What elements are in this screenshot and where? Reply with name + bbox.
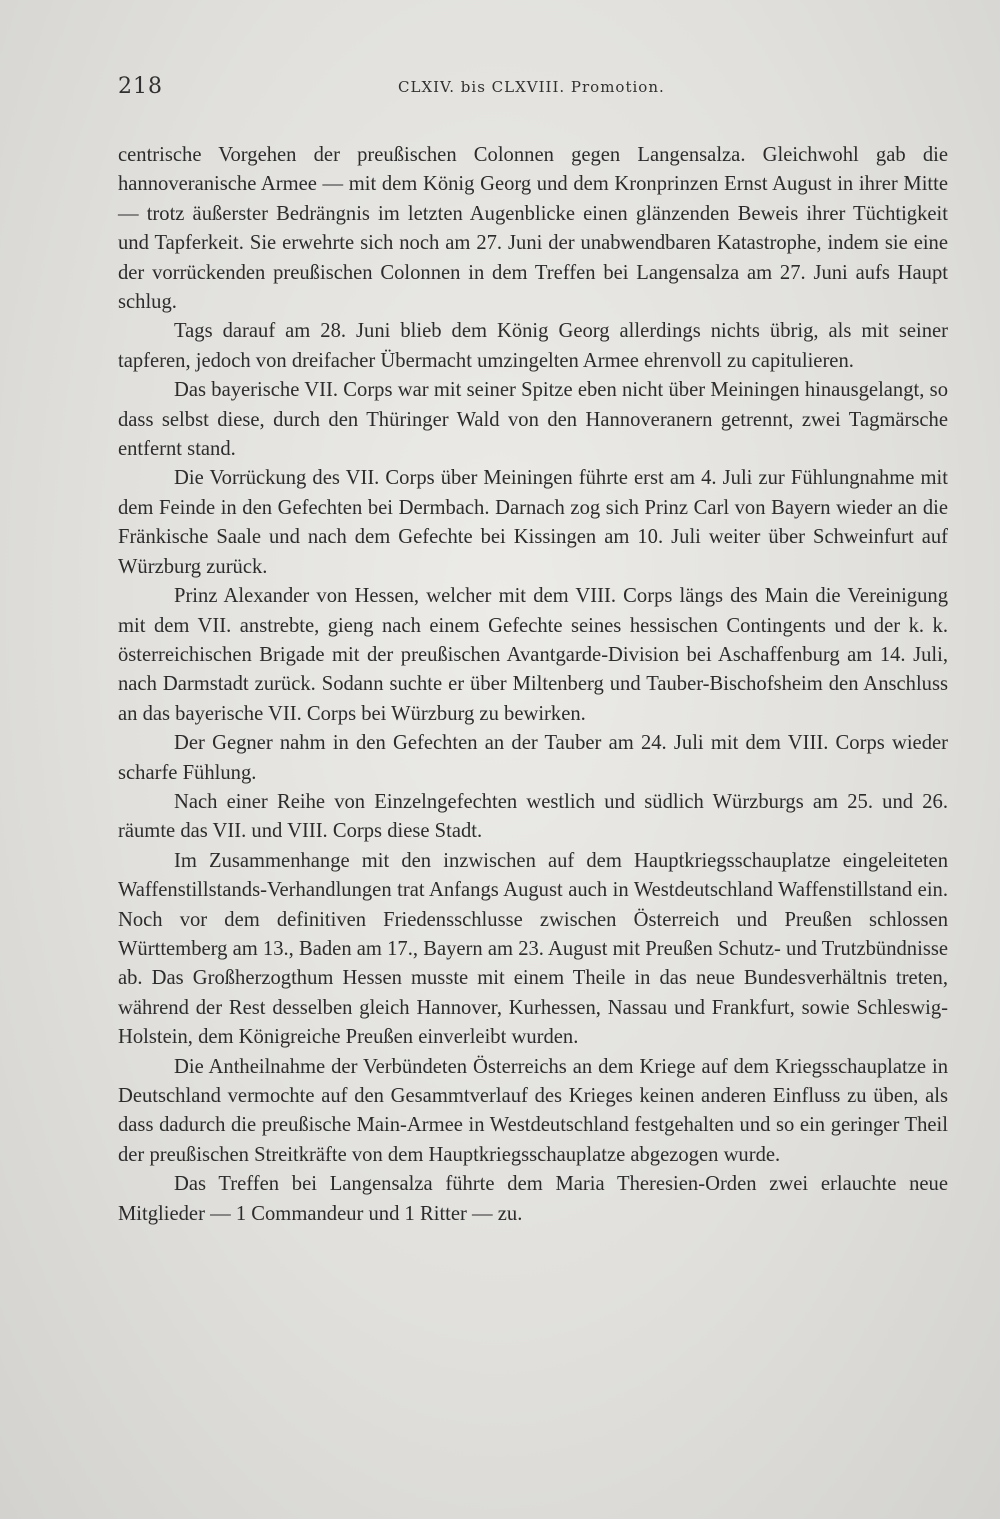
page-header	[118, 74, 938, 106]
paragraph-9: Die Antheilnahme der Verbündeten Österreichs an dem Kriege auf dem Kriegsschauplatze in Deutschland vermochte auf den Gesammtverlauf des Krieges keinen anderen Einfluss zu üben, als dass dadurch die preußische Main-Armee in Westdeutschland festgehalten und so ein geringer Theil der preußischen Streitkräfte von dem Hauptkriegsschauplatze abgezogen wurde.	[118, 1055, 948, 1166]
paragraph-2: Tags darauf am 28. Juni blieb dem König Georg allerdings nichts übrig, als mit seiner tapferen, jedoch von dreifacher Übermacht umzingelten Armee ehrenvoll zu capitulieren.	[118, 320, 948, 372]
paragraph-4: Die Vorrückung des VII. Corps über Meiningen führte erst am 4. Juli zur Fühlungnahme mit dem Feinde in den Gefechten bei Dermbach. Darnach zog sich Prinz Carl von Bayern wieder an die Fränkische Saale und nach dem Gefechte bei Kissingen am 10. Juli weiter über Schweinfurt auf Würzburg zurück.	[118, 467, 948, 578]
paragraph-10: Das Treffen bei Langensalza führte dem Maria Theresien-Orden zwei erlauchte neue Mitglieder — 1 Commandeur und 1 Ritter — zu.	[118, 1173, 948, 1225]
running-title: CLXIV. bis CLXVIII. Promotion.	[398, 78, 665, 96]
paragraph-5: Prinz Alexander von Hessen, welcher mit dem VIII. Corps längs des Main die Vereinigung mit dem VII. anstrebte, gieng nach einem Gefechte seines hessischen Contingents und der k. k. österreichischen Brigade mit der preußischen Avantgarde-Division bei Aschaffenburg am 14. Juli, nach Darmstadt zurück. Sodann suchte er über Miltenberg und Tauber-Bischofsheim den Anschluss an das bayerische VII. Corps bei Würzburg zu bewirken.	[118, 585, 948, 725]
paragraph-6: Der Gegner nahm in den Gefechten an der Tauber am 24. Juli mit dem VIII. Corps wieder scharfe Fühlung.	[118, 732, 948, 784]
body-text	[118, 141, 948, 1229]
paragraph-7: Nach einer Reihe von Einzelngefechten westlich und südlich Würzburgs am 25. und 26. räumte das VII. und VIII. Corps diese Stadt.	[118, 790, 948, 843]
paragraph-3: Das bayerische VII. Corps war mit seiner Spitze eben nicht über Meiningen hinausgelangt, so dass selbst diese, durch den Thüringer Wald von den Hannoveranern getrennt, zwei Tagmärsche entfernt stand.	[118, 379, 948, 461]
paragraph-8: Im Zusammenhange mit den inzwischen auf dem Hauptkriegsschauplatze eingeleiteten Waffenstillstands-Verhandlungen trat Anfangs August auch in Westdeutschland Waffenstillstand ein. Noch vor dem definitiven Friedensschlusse zwischen Österreich und Preußen schlossen Württemberg am 13., Baden am 17., Bayern am 23. August mit Preußen Schutz- und Trutzbündnisse ab. Das Großherzogthum Hessen musste mit einem Theile in das neue Bundesverhältnis treten, während der Rest desselben gleich Hannover, Kurhessen, Nassau und Frankfurt, sowie Schleswig-Holstein, dem Königreiche Preußen einverleibt wurden.	[118, 849, 948, 1049]
page-number: 218	[118, 74, 163, 99]
paragraph-1: centrische Vorgehen der preußischen Colonnen gegen Langensalza. Gleichwohl gab die hannoveranische Armee — mit dem König Georg und dem Kronprinzen Ernst August in ihrer Mitte — trotz äußerster Bedrängnis im letzten Augenblicke einen glänzenden Beweis ihrer Tüchtigkeit und Tapferkeit. Sie erwehrte sich noch am 27. Juni der unabwendbaren Katastrophe, indem sie eine der vorrückenden preußischen Colonnen in dem Treffen bei Langensalza am 27. Juni aufs Haupt schlug.	[118, 144, 948, 314]
